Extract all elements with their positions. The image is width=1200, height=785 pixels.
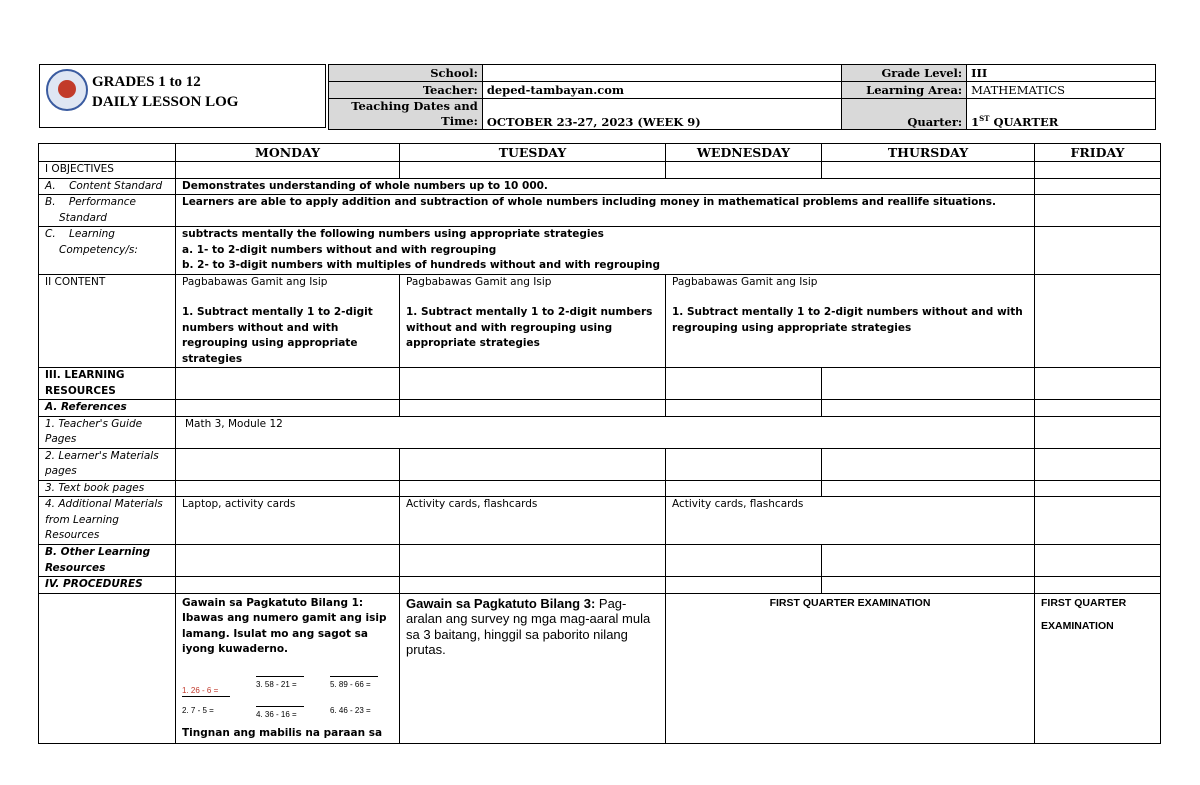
competency-line2: a. 1- to 2-digit numbers without and with regrouping bbox=[182, 243, 497, 256]
grade-level-value: III bbox=[967, 65, 1156, 82]
cell bbox=[400, 448, 666, 480]
quarter-value-prefix: 1 bbox=[971, 115, 980, 129]
competency-value bbox=[176, 227, 1035, 275]
cell bbox=[39, 593, 176, 743]
cell bbox=[822, 368, 1035, 400]
problem-item bbox=[256, 706, 330, 720]
answer-line bbox=[256, 706, 304, 707]
problem-item bbox=[182, 706, 256, 720]
competency-label-1: C. Learning bbox=[45, 228, 115, 240]
day-header-tuesday: TUESDAY bbox=[400, 144, 666, 162]
corner-cell bbox=[39, 144, 176, 162]
additional-wednesday: Activity cards, flashcards bbox=[666, 497, 1035, 545]
lesson-log-table bbox=[38, 143, 1161, 744]
header-title-line1: GRADES 1 to 12 bbox=[92, 74, 201, 90]
content-monday bbox=[176, 274, 400, 368]
grade-level-label: Grade Level: bbox=[842, 65, 967, 82]
header-title bbox=[92, 72, 238, 112]
school-label: School: bbox=[329, 65, 483, 82]
cell bbox=[822, 162, 1035, 179]
learners-materials-label: 2. Learner's Materials pages bbox=[39, 448, 176, 480]
content-tuesday bbox=[400, 274, 666, 368]
cell bbox=[666, 368, 822, 400]
cell bbox=[176, 448, 400, 480]
cell bbox=[666, 480, 822, 497]
cell bbox=[822, 400, 1035, 417]
references-label: A. References bbox=[39, 400, 176, 417]
cell bbox=[400, 577, 666, 594]
performance-standard-label-1: B. Performance bbox=[45, 196, 136, 208]
quarter-value-suffix: QUARTER bbox=[989, 115, 1059, 129]
cell bbox=[1035, 195, 1161, 227]
teacher-value: deped-tambayan.com bbox=[482, 82, 841, 99]
cell bbox=[400, 368, 666, 400]
quarter-label bbox=[842, 99, 967, 130]
procedures-friday-line1: FIRST QUARTER bbox=[1041, 596, 1127, 609]
problem-text: 2. 7 - 5 = bbox=[182, 705, 214, 715]
cell bbox=[822, 480, 1035, 497]
dates-value bbox=[482, 99, 841, 130]
cell bbox=[176, 162, 400, 179]
cell bbox=[176, 480, 400, 497]
cell bbox=[400, 162, 666, 179]
teacher-label: Teacher: bbox=[329, 82, 483, 99]
cell bbox=[666, 545, 822, 577]
day-header-friday: FRIDAY bbox=[1035, 144, 1161, 162]
performance-standard-value: Learners are able to apply addition and subtraction of whole numbers including money in mathematical problems and reallife situations. bbox=[176, 195, 1035, 227]
content-wednesday-title: Pagbabawas Gamit ang Isip bbox=[672, 275, 818, 288]
quarter-value-sup: ST bbox=[979, 114, 990, 124]
additional-tuesday: Activity cards, flashcards bbox=[400, 497, 666, 545]
cell bbox=[400, 400, 666, 417]
procedures-heading: IV. PROCEDURES bbox=[39, 577, 176, 594]
cell bbox=[822, 577, 1035, 594]
performance-standard-label-2: Standard bbox=[59, 211, 107, 224]
procedures-monday bbox=[176, 593, 400, 743]
cell bbox=[1035, 416, 1161, 448]
competency-label bbox=[39, 227, 176, 275]
cell bbox=[1035, 400, 1161, 417]
cell bbox=[1035, 545, 1161, 577]
cell bbox=[822, 448, 1035, 480]
problem-text: 1. 26 - 6 = bbox=[182, 685, 219, 695]
school-value bbox=[482, 65, 841, 82]
problem-item bbox=[330, 676, 390, 700]
procedures-monday-text: Gawain sa Pagkatuto Bilang 1: Ibawas ang numero gamit ang isip lamang. Isulat mo ang sagot sa iyong kuwaderno. bbox=[182, 596, 387, 655]
cell bbox=[1035, 497, 1161, 545]
cell bbox=[666, 162, 822, 179]
answer-line bbox=[330, 676, 378, 677]
content-monday-text: 1. Subtract mentally 1 to 2-digit numbers without and with regrouping using appropriate strategies bbox=[182, 306, 373, 365]
content-tuesday-title: Pagbabawas Gamit ang Isip bbox=[406, 275, 552, 288]
cell bbox=[666, 448, 822, 480]
header-meta-table bbox=[328, 64, 1156, 130]
problem-item bbox=[182, 686, 256, 700]
objectives-heading: I OBJECTIVES bbox=[39, 162, 176, 179]
cell bbox=[1035, 368, 1161, 400]
problem-item bbox=[256, 676, 330, 700]
learning-area-label: Learning Area: bbox=[842, 82, 967, 99]
cell bbox=[1035, 162, 1161, 179]
content-tuesday-text: 1. Subtract mentally 1 to 2-digit numbers without and with regrouping using appropriate strategies bbox=[406, 306, 653, 349]
textbook-label: 3. Text book pages bbox=[39, 480, 176, 497]
problem-set bbox=[182, 679, 393, 720]
cell bbox=[1035, 448, 1161, 480]
answer-line bbox=[182, 696, 230, 697]
procedures-thursday-text: FIRST QUARTER EXAMINATION bbox=[769, 596, 931, 609]
day-header-wednesday: WEDNESDAY bbox=[666, 144, 822, 162]
cell bbox=[1035, 227, 1161, 275]
competency-label-2: Competency/s: bbox=[59, 243, 138, 256]
learning-area-value: MATHEMATICS bbox=[967, 82, 1156, 99]
procedures-tuesday-bold: Gawain sa Pagkatuto Bilang 3: bbox=[406, 595, 596, 611]
cell bbox=[1035, 274, 1161, 368]
cell bbox=[176, 368, 400, 400]
problem-item bbox=[330, 706, 390, 720]
competency-line3: b. 2- to 3-digit numbers with multiples of hundreds without and with regrouping bbox=[182, 259, 661, 271]
additional-monday: Laptop, activity cards bbox=[176, 497, 400, 545]
content-standard-label: A. Content Standard bbox=[39, 178, 176, 195]
content-wednesday bbox=[666, 274, 1035, 368]
quarter-label-text: Quarter: bbox=[907, 115, 963, 129]
content-standard-value: Demonstrates understanding of whole numbers up to 10 000. bbox=[176, 178, 1035, 195]
procedures-wed-thu bbox=[666, 593, 1035, 743]
cell bbox=[176, 545, 400, 577]
procedures-friday-line2: EXAMINATION bbox=[1041, 620, 1114, 632]
cell bbox=[666, 577, 822, 594]
cell bbox=[1035, 178, 1161, 195]
quarter-value bbox=[967, 99, 1156, 130]
dates-label-line2: Time: bbox=[441, 114, 478, 128]
day-header-thursday: THURSDAY bbox=[822, 144, 1035, 162]
cell bbox=[400, 480, 666, 497]
teachers-guide-label: 1. Teacher's Guide Pages bbox=[39, 416, 176, 448]
seal-center bbox=[58, 80, 76, 98]
procedures-monday-footer: Tingnan ang mabilis na paraan sa bbox=[182, 726, 383, 739]
cell bbox=[822, 545, 1035, 577]
procedures-tuesday bbox=[400, 593, 666, 743]
dates-value-text: OCTOBER 23-27, 2023 (WEEK 9) bbox=[486, 115, 701, 129]
procedures-tuesday-text: Pag-aralan ang survey ng mga mag-aaral mula sa 3 baitang, hinggil sa paborito nilang prutas. bbox=[406, 595, 651, 657]
problem-text: 3. 58 - 21 = bbox=[256, 679, 297, 689]
content-label: II CONTENT bbox=[39, 274, 176, 368]
additional-materials-label: 4. Additional Materials from Learning Resources bbox=[39, 497, 176, 545]
competency-line1: subtracts mentally the following numbers using appropriate strategies bbox=[182, 228, 604, 240]
resources-heading: III. LEARNING RESOURCES bbox=[39, 368, 176, 400]
cell bbox=[400, 545, 666, 577]
procedures-friday bbox=[1035, 593, 1161, 743]
cell bbox=[1035, 480, 1161, 497]
teachers-guide-value: Math 3, Module 12 bbox=[176, 416, 1035, 448]
cell bbox=[666, 400, 822, 417]
answer-line bbox=[256, 676, 304, 677]
problem-text: 5. 89 - 66 = bbox=[330, 679, 371, 689]
dates-label bbox=[329, 99, 483, 130]
cell bbox=[176, 577, 400, 594]
content-monday-title: Pagbabawas Gamit ang Isip bbox=[182, 275, 328, 288]
header-title-line2: DAILY LESSON LOG bbox=[92, 94, 239, 110]
dates-label-line1: Teaching Dates and bbox=[351, 99, 478, 113]
performance-standard-label bbox=[39, 195, 176, 227]
day-header-monday: MONDAY bbox=[176, 144, 400, 162]
problem-text: 6. 46 - 23 = bbox=[330, 705, 371, 715]
content-wednesday-text: 1. Subtract mentally 1 to 2-digit numbers without and with regrouping using appropriate strategies bbox=[672, 306, 1023, 334]
cell bbox=[1035, 577, 1161, 594]
problem-text: 4. 36 - 16 = bbox=[256, 709, 297, 719]
other-resources-label: B. Other Learning Resources bbox=[39, 545, 176, 577]
cell bbox=[176, 400, 400, 417]
